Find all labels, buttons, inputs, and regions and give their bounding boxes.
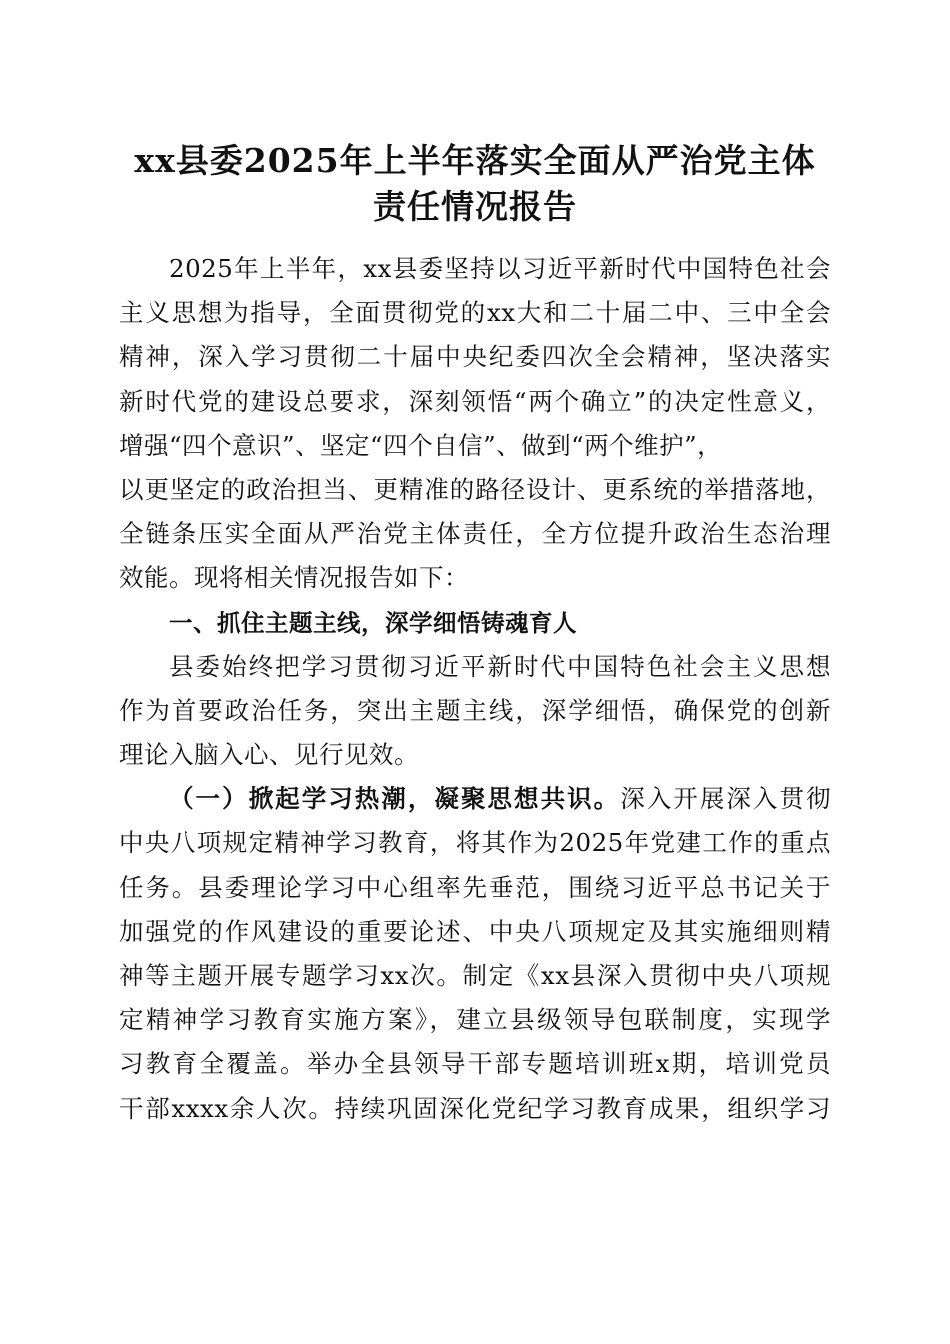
intro-line: 全链条压实全面从严治党主体责任，全方位提升政治生态治理 xyxy=(119,519,831,549)
subsection-lead-rest: 深入开展深入贯彻 xyxy=(620,784,832,814)
subsection-first-line xyxy=(119,777,831,821)
intro-line: 以更坚定的政治担当、更精准的路径设计、更系统的举措落地， xyxy=(119,474,831,504)
subsection-line: 干部xxxx余人次。持续巩固深化党纪学习教育成果，组织学习 xyxy=(119,1093,831,1123)
section-paragraph-line: 县委始终把学习贯彻习近平新时代中国特色社会主义思想 xyxy=(169,651,831,681)
document-body xyxy=(119,247,831,1131)
intro-line: 增强“四个意识”、坚定“四个自信”、做到“两个维护”， xyxy=(119,430,723,460)
intro-line: 主义思想为指导，全面贯彻党的xx大和二十届二中、三中全会 xyxy=(119,298,831,328)
subsection-line: 定精神学习教育实施方案》，建立县级领导包联制度，实现学 xyxy=(119,1005,831,1035)
section-paragraph-line: 作为首要政治任务，突出主题主线，深学细悟，确保党的创新 xyxy=(119,695,831,725)
document-title xyxy=(100,138,850,230)
subsection-line: 神等主题开展专题学习xx次。制定《xx县深入贯彻中央八项规 xyxy=(119,961,831,990)
subsection-line: 习教育全覆盖。举办全县领导干部专题培训班x期，培训党员 xyxy=(119,1049,831,1079)
subsection-line: 任务。县委理论学习中心组率先垂范，围绕习近平总书记关于 xyxy=(119,872,831,902)
title-line-2: 责任情况报告 xyxy=(373,187,577,226)
section-paragraph-line: 理论入脑入心、见行见效。 xyxy=(119,740,419,770)
title-line-1: xx县委2025年上半年落实全面从严治党主体 xyxy=(134,141,816,180)
subsection-lead: （一）掀起学习热潮，凝聚思想共识。 xyxy=(169,784,621,814)
subsection-line: 加强党的作风建设的重要论述、中央八项规定及其实施细则精 xyxy=(119,916,831,946)
intro-line: 效能。现将相关情况报告如下： xyxy=(119,563,469,593)
subsection-line: 中央八项规定精神学习教育，将其作为2025年党建工作的重点 xyxy=(119,828,831,858)
intro-line: 精神，深入学习贯彻二十届中央纪委四次全会精神，坚决落实 xyxy=(119,342,831,372)
section-heading: 一、抓住主题主线，深学细悟铸魂育人 xyxy=(169,608,577,637)
intro-line: 2025年上半年，xx县委坚持以习近平新时代中国特色社会 xyxy=(169,254,831,283)
intro-line: 新时代党的建设总要求，深刻领悟“两个确立”的决定性意义， xyxy=(119,386,831,416)
